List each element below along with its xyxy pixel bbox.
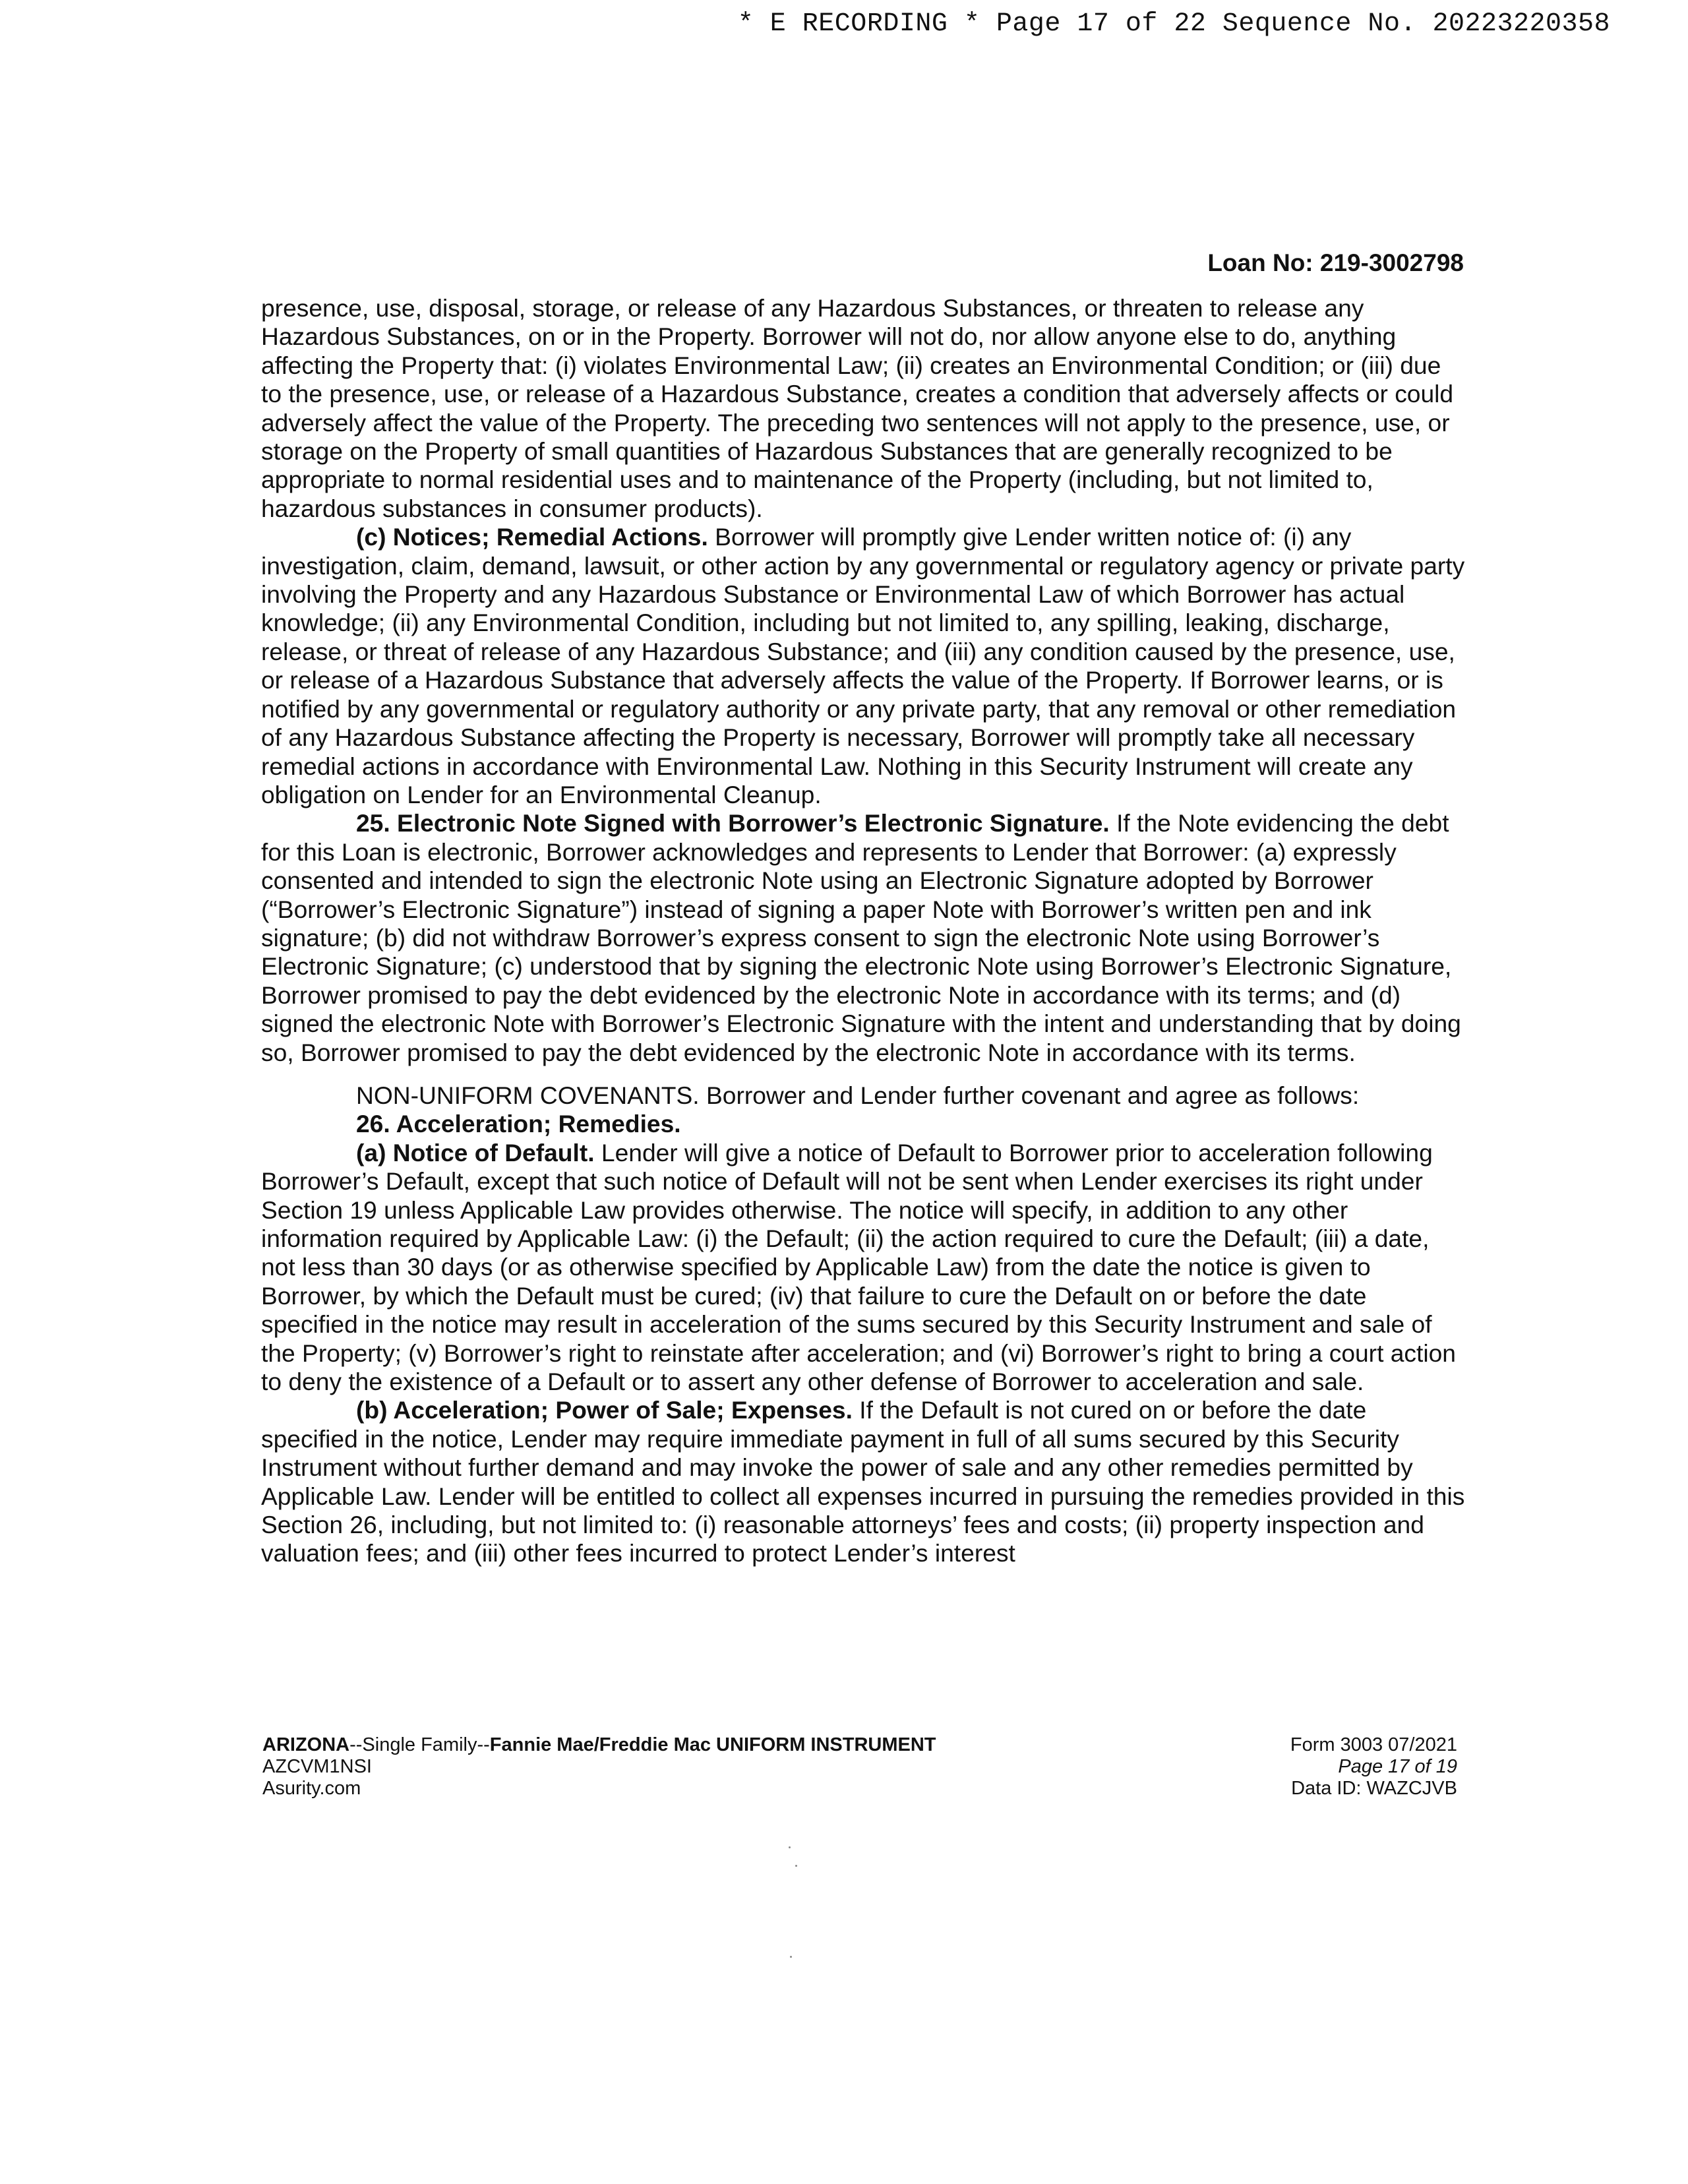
section-heading: (b) Acceleration; Power of Sale; Expenses. <box>356 1396 853 1424</box>
footer-form-code: AZCVM1NSI <box>262 1756 372 1777</box>
footer-website: Asurity.com <box>262 1778 361 1799</box>
scan-speck <box>795 1865 797 1867</box>
section-heading: (c) Notices; Remedial Actions. <box>356 523 708 551</box>
section-heading: 26. Acceleration; Remedies. <box>356 1110 681 1138</box>
scan-speck <box>789 1846 791 1848</box>
paragraph-notice-of-default: (a) Notice of Default. Lender will give a notice of Default to Borrower prior to acceleration following Borrower’s Default, except that such notice of Default will not be sent when Lender exercises its right under Section 19 unless Applicable Law provides otherwise. The notice will specify, in addition to any other information required by Applicable Law: (i) the Default; (ii) the action required to cure the Default; (iii) a date, not less than 30 days (or as otherwise specified by Applicable Law) from the date the notice is given to Borrower, by which the Default must be cured; (iv) that failure to cure the Default on or before the date specified in the notice may result in acceleration of the sums secured by this Security Instrument and sale of the Property; (v) Borrower’s right to reinstate after acceleration; and (vi) Borrower’s right to bring a court action to deny the existence of a Default or to assert any other defense of Borrower to acceleration and sale. <box>261 1138 1456 1396</box>
recording-header: * E RECORDING * Page 17 of 22 Sequence No. 20223220358 <box>737 9 1610 39</box>
paragraph-power-of-sale: (b) Acceleration; Power of Sale; Expenses. If the Default is not cured on or before the date specified in the notice, Lender may require immediate payment in full of all sums secured by this Security Instrument without further demand and may invoke the power of sale and any other remedies permitted by Applicable Law. Lender will be entitled to collect all expenses incurred in pursuing the remedies provided in this Section 26, including, but not limited to: (i) reasonable attorneys’ fees and costs; (ii) property inspection and valuation fees; and (iii) other fees incurred to protect Lender’s interest <box>261 1396 1465 1567</box>
scan-speck <box>790 1956 792 1958</box>
loan-number: Loan No: 219-3002798 <box>1207 249 1464 276</box>
paragraph-hazardous-substances: presence, use, disposal, storage, or release of any Hazardous Substances, or threaten to release any Hazardous Substances, on or in the Property. Borrower will not do, nor allow anyone else to do, anything affecting the Property that: (i) violates Environmental Law; (ii) creates an Environmental Condition; or (iii) due to the presence, use, or release of a Hazardous Substance, creates a condition that adversely affects or could adversely affect the value of the Property. The preceding two sentences will not apply to the presence, use, or storage on the Property of small quantities of Hazardous Substances that are generally recognized to be appropriate to normal residential uses and to maintenance of the Property (including, but not limited to, hazardous substances in consumer products). <box>261 294 1454 522</box>
footer-left <box>262 1734 936 1800</box>
footer-instrument-title: ARIZONA--Single Family--Fannie Mae/Freddie Mac UNIFORM INSTRUMENT <box>262 1734 936 1755</box>
document-body <box>261 294 1468 1568</box>
footer-page-number: Page 17 of 19 <box>1338 1756 1457 1777</box>
footer-form-number: Form 3003 07/2021 <box>1290 1734 1457 1755</box>
paragraph-notices-remedial-actions: (c) Notices; Remedial Actions. Borrower will promptly give Lender written notice of: (i) any investigation, claim, demand, lawsuit, or other action by any governmental or regulatory agency or private party involving the Property and any Hazardous Substance or Environmental Law of which Borrower has actual knowledge; (ii) any Environmental Condition, including but not limited to, any spilling, leaking, discharge, release, or threat of release of any Hazardous Substance; and (iii) any condition caused by the presence, use, or release of a Hazardous Substance that adversely affects the value of the Property. If Borrower learns, or is notified by any governmental or regulatory authority or any private party, that any removal or other remediation of any Hazardous Substance affecting the Property is necessary, Borrower will promptly take all necessary remedial actions in accordance with Environmental Law. Nothing in this Security Instrument will create any obligation on Lender for an Environmental Cleanup. <box>261 523 1465 808</box>
section-heading: (a) Notice of Default. <box>356 1138 595 1167</box>
section-heading: 25. Electronic Note Signed with Borrower’s Electronic Signature. <box>356 809 1110 837</box>
footer-data-id: Data ID: WAZCJVB <box>1291 1778 1457 1799</box>
paragraph-electronic-note: 25. Electronic Note Signed with Borrower’s Electronic Signature. If the Note evidencing the debt for this Loan is electronic, Borrower acknowledges and represents to Lender that Borrower: (a) expressly consented and intended to sign the electronic Note using an Electronic Signature adopted by Borrower (“Borrower’s Electronic Signature”) instead of signing a paper Note with Borrower’s written pen and ink signature; (b) did not withdraw Borrower’s express consent to sign the electronic Note using Borrower’s Electronic Signature; (c) understood that by signing the electronic Note using Borrower’s Electronic Signature, Borrower promised to pay the debt evidenced by the electronic Note in accordance with its terms; and (d) signed the electronic Note with Borrower’s Electronic Signature with the intent and understanding that by doing so, Borrower promised to pay the debt evidenced by the electronic Note in accordance with its terms. <box>261 809 1461 1066</box>
footer-right <box>1290 1734 1457 1800</box>
paragraph-non-uniform-covenants: NON-UNIFORM COVENANTS. Borrower and Lender further covenant and agree as follows: <box>356 1081 1360 1109</box>
paragraph-acceleration-remedies <box>261 1110 1468 1138</box>
